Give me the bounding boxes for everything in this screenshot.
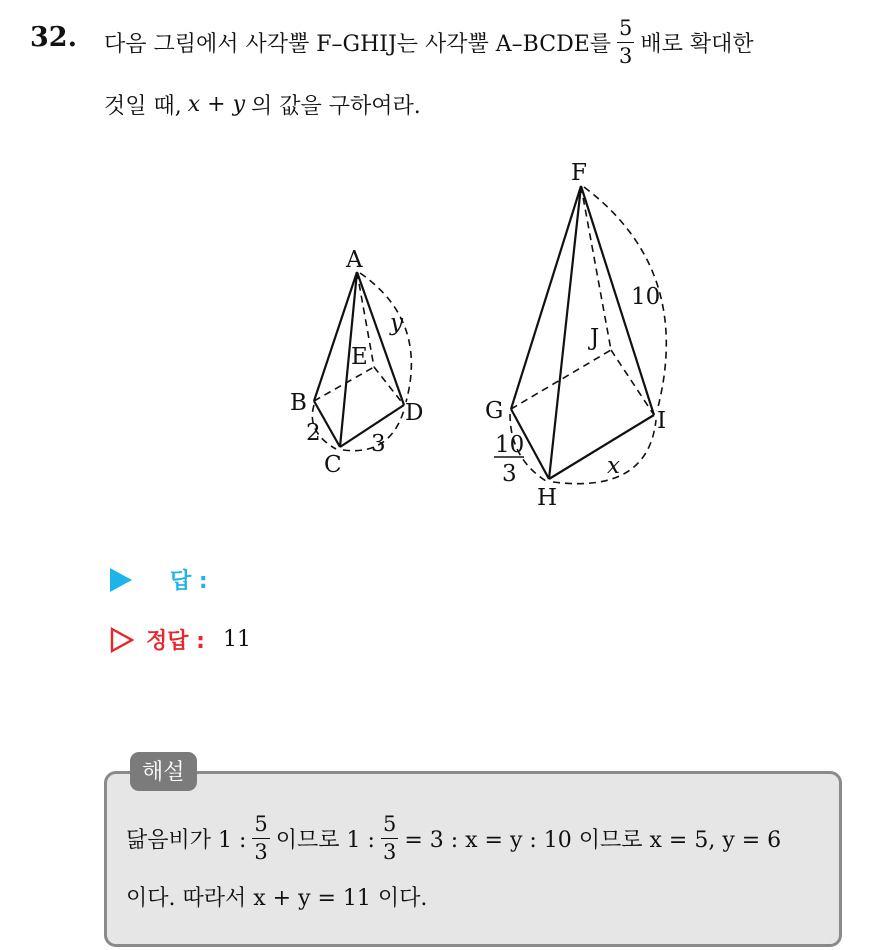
answer-row	[110, 564, 208, 595]
solution-line-2: 이다. 따라서 x + y = 11 이다.	[126, 885, 428, 911]
question-math: x + y	[187, 91, 246, 117]
label-edge-gh-num: 10	[495, 432, 525, 458]
question-text-1b: 배로 확대한	[640, 31, 754, 57]
vertex-b: B	[290, 390, 307, 416]
solution-fraction-2	[381, 811, 398, 864]
vertex-e: E	[351, 344, 368, 370]
edge-ji	[611, 350, 654, 415]
arc-hi	[553, 420, 656, 484]
vertex-g: G	[485, 398, 504, 424]
vertex-c: C	[324, 452, 342, 478]
solution-fraction-2-den: 3	[382, 839, 397, 864]
label-edge-cd: 3	[371, 431, 386, 457]
question-text-2a: 것일 때,	[104, 93, 182, 119]
edge-ed	[374, 367, 404, 405]
correct-answer-value: 11	[222, 627, 251, 652]
question-text-2b: 의 값을 구하여라.	[251, 93, 421, 119]
solution-fraction-1	[252, 811, 269, 864]
label-edge-hi: x	[607, 453, 620, 479]
question-line-1	[104, 12, 754, 72]
edge-fh	[549, 186, 581, 479]
edge-hi	[549, 415, 654, 479]
vertex-j: J	[590, 325, 600, 351]
solution-line-1	[126, 808, 781, 868]
label-edge-gh-den: 3	[502, 461, 517, 487]
ratio-fraction	[617, 15, 634, 68]
edge-ad	[357, 272, 404, 405]
play-filled-icon	[110, 568, 132, 592]
question-line-2	[104, 84, 421, 124]
correct-answer-row	[110, 624, 251, 655]
correct-answer-label: 정답 :	[146, 629, 205, 654]
solution-text-1b: 이므로 1 :	[275, 827, 375, 853]
solution-fraction-2-num: 5	[382, 811, 397, 836]
vertex-h: H	[537, 485, 558, 511]
solution-fraction-1-den: 3	[254, 839, 268, 864]
play-outline-icon	[110, 627, 134, 653]
question-number: 32.	[30, 22, 77, 53]
label-edge-fi: 10	[631, 284, 661, 310]
pyramid-figure	[0, 140, 884, 520]
solution-tag: 해설	[130, 752, 197, 791]
solution-text-1c: = 3 : x = y : 10 이므로 x = 5, y = 6	[404, 827, 782, 853]
ratio-denominator: 3	[619, 43, 633, 68]
solution-fraction-1-num: 5	[254, 811, 268, 836]
vertex-a: A	[346, 247, 363, 273]
solution-text-1a: 닮음비가 1 :	[126, 827, 247, 853]
question-text-1a: 다음 그림에서 사각뿔 F–GHIJ는 사각뿔 A–BCDE를	[104, 31, 612, 57]
answer-label: 답 :	[170, 569, 208, 594]
edge-fg	[511, 186, 581, 409]
vertex-i: I	[657, 408, 667, 434]
vertex-d: D	[405, 400, 424, 426]
label-edge-bc: 2	[306, 420, 321, 446]
label-edge-ad: y	[390, 310, 403, 336]
arc-ad	[360, 273, 411, 402]
vertex-f: F	[571, 160, 587, 186]
ratio-numerator: 5	[619, 15, 633, 40]
